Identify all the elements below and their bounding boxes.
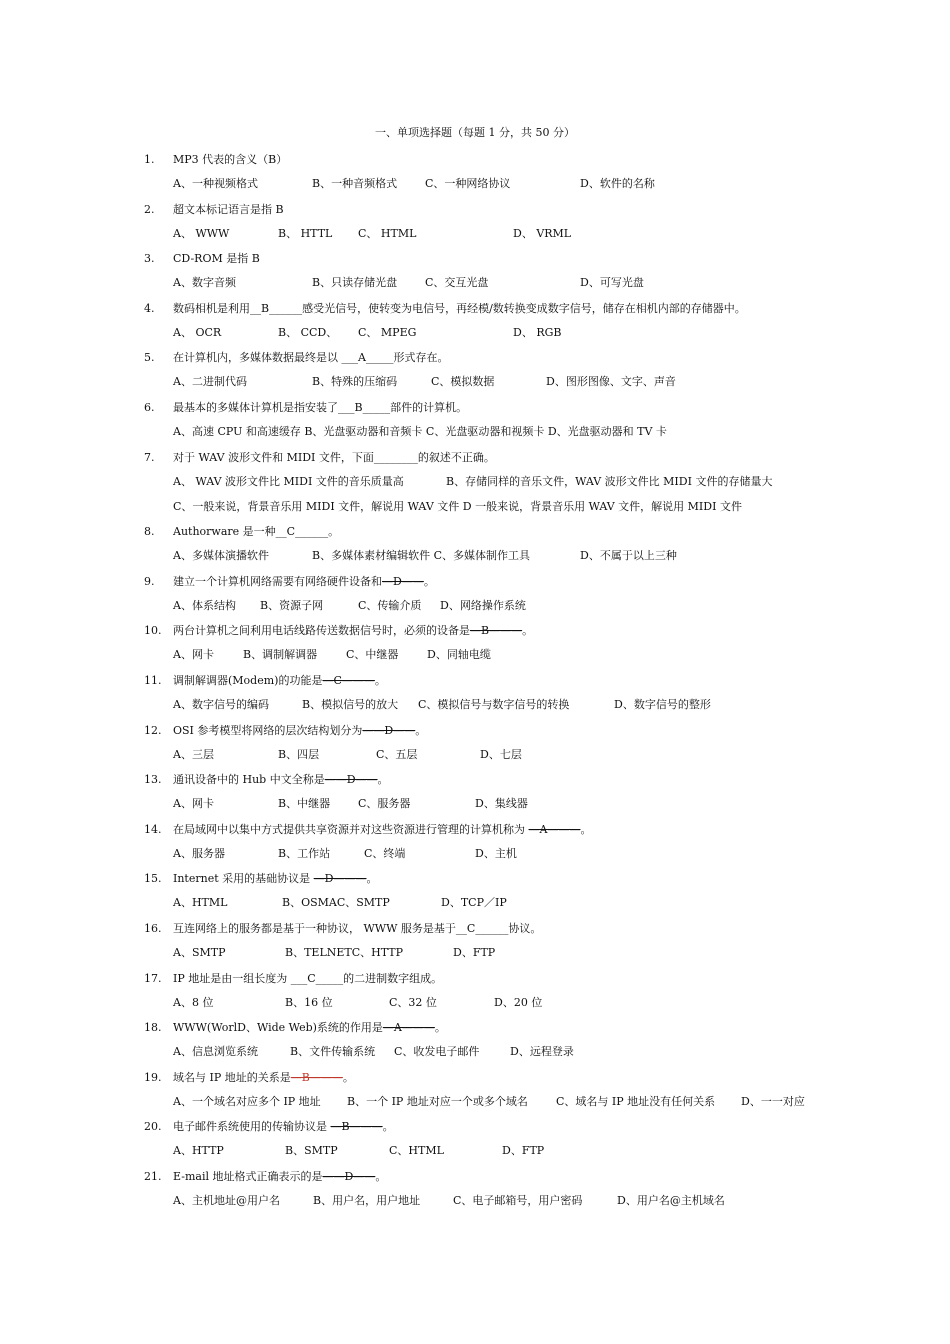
options-row bbox=[0, 1090, 950, 1115]
question-text bbox=[173, 445, 495, 470]
question-line bbox=[0, 345, 950, 370]
question-number: 1. bbox=[144, 153, 155, 166]
question-stem: 互连网络上的服务都是基于一种协议， WWW 服务是基于__C______协议。 bbox=[173, 921, 542, 935]
options-row bbox=[0, 222, 950, 247]
question-line bbox=[0, 494, 950, 519]
option-text: C、服务器 bbox=[358, 797, 411, 811]
option-text: C、模拟信号与数字信号的转换 bbox=[418, 697, 570, 711]
option-text: A、 WAV 波形文件比 MIDI 文件的音乐质量高 bbox=[173, 474, 404, 488]
question-line bbox=[0, 718, 950, 743]
option-text: B、存储同样的音乐文件，WAV 波形文件比 MIDI 文件的存储量大 bbox=[446, 474, 773, 488]
options-row bbox=[0, 643, 950, 668]
question-stem: Internet 采用的基础协议是 bbox=[173, 872, 314, 886]
question bbox=[0, 345, 950, 395]
question-text bbox=[173, 916, 541, 941]
option-text: A、一种视频格式 bbox=[173, 177, 258, 190]
question-number: 21. bbox=[144, 1169, 162, 1183]
question-number: 15. bbox=[144, 872, 162, 886]
option-text: A、多媒体演播软件 bbox=[173, 549, 269, 563]
option-text: B、 HTTL bbox=[278, 226, 333, 240]
answer-mark: —D——— bbox=[313, 872, 367, 886]
option-text: C、传输介质 bbox=[358, 598, 422, 612]
option-text: D、可写光盘 bbox=[580, 276, 644, 290]
option-text: A、SMTP bbox=[173, 945, 226, 959]
question-stem: 在计算机内，多媒体数据最终是以 ___A_____形式存在。 bbox=[173, 351, 449, 365]
option-text: B、文件传输系统 bbox=[290, 1045, 376, 1059]
question-text bbox=[173, 866, 377, 891]
option-text: C、五层 bbox=[376, 747, 418, 761]
option-text: B、一个 IP 地址对应一个或多个域名 bbox=[347, 1094, 528, 1108]
question-text bbox=[173, 197, 284, 222]
options-row bbox=[0, 544, 950, 569]
question-line bbox=[0, 817, 950, 842]
options-row bbox=[0, 1139, 950, 1164]
question-text bbox=[173, 296, 746, 321]
option-text: B、多媒体素材编辑软件 C、多媒体制作工具 bbox=[312, 549, 530, 563]
option-text: A、网卡 bbox=[173, 648, 214, 662]
question-line bbox=[0, 866, 950, 891]
question-text bbox=[173, 494, 742, 519]
option-text: C、终端 bbox=[364, 846, 406, 860]
question-stem: 两台计算机之间利用电话线路传送数据信号时，必须的设备是 bbox=[173, 624, 470, 638]
question-text bbox=[173, 395, 467, 420]
option-text: D、主机 bbox=[475, 846, 517, 860]
option-text: C、收发电子邮件 bbox=[394, 1045, 480, 1059]
option-text: D、 VRML bbox=[513, 226, 572, 240]
question-text bbox=[173, 147, 287, 172]
answer-mark: ——D—— bbox=[362, 723, 416, 737]
question-line bbox=[0, 1114, 950, 1139]
option-text: B、16 位 bbox=[285, 995, 333, 1009]
question-text bbox=[173, 817, 591, 842]
question-line bbox=[0, 197, 950, 222]
question-number: 7. bbox=[144, 450, 155, 464]
option-text: B、TELNETC、HTTP bbox=[285, 945, 404, 959]
question-tail: 。 bbox=[434, 1021, 446, 1035]
question bbox=[0, 296, 950, 346]
question-text bbox=[173, 1065, 354, 1090]
answer-mark: —B——— bbox=[290, 1070, 343, 1084]
options-row bbox=[0, 321, 950, 346]
question-number: 11. bbox=[144, 673, 162, 687]
option-text: B、模拟信号的放大 bbox=[302, 697, 399, 711]
option-text: A、二进制代码 bbox=[173, 375, 247, 389]
question bbox=[0, 569, 950, 619]
option-text: B、特殊的压缩码 bbox=[312, 375, 398, 389]
question bbox=[0, 246, 950, 296]
question-number: 16. bbox=[144, 921, 162, 935]
option-text: D、FTP bbox=[502, 1144, 545, 1158]
question-text bbox=[173, 1015, 446, 1040]
option-text: B、资源子网 bbox=[260, 598, 324, 612]
option-text: D、网络操作系统 bbox=[440, 598, 526, 612]
option-text: B、只读存储光盘 bbox=[312, 276, 398, 290]
question-number: 6. bbox=[144, 400, 155, 414]
question-stem: CD-ROM 是指 B bbox=[173, 252, 260, 266]
option-text: D、 RGB bbox=[513, 325, 562, 339]
option-text: D、一一对应 bbox=[741, 1094, 805, 1108]
question-line bbox=[0, 916, 950, 941]
option-text: A、信息浏览系统 bbox=[173, 1045, 258, 1059]
question bbox=[0, 494, 950, 519]
option-text: D、七层 bbox=[480, 747, 522, 761]
question-text bbox=[173, 618, 533, 643]
option-text: C、一种网络协议 bbox=[425, 177, 511, 190]
question-text bbox=[173, 718, 426, 743]
question-text bbox=[173, 767, 389, 792]
option-text: A、8 位 bbox=[173, 995, 214, 1009]
question-text bbox=[173, 668, 386, 693]
option-text: A、一个域名对应多个 IP 地址 bbox=[173, 1094, 321, 1108]
options-row bbox=[0, 991, 950, 1016]
question-line bbox=[0, 767, 950, 792]
question-text bbox=[173, 1114, 394, 1139]
question-tail: 。 bbox=[342, 1070, 354, 1084]
option-text: B、 CCD、 bbox=[278, 325, 338, 339]
option-text: B、SMTP bbox=[285, 1144, 338, 1158]
options-row bbox=[0, 370, 950, 395]
option-text: A、网卡 bbox=[173, 797, 214, 811]
question bbox=[0, 395, 950, 445]
question-number: 20. bbox=[144, 1120, 162, 1134]
question bbox=[0, 718, 950, 768]
question-stem: 对于 WAV 波形文件和 MIDI 文件，下面________的叙述不正确。 bbox=[173, 450, 495, 464]
question-number: 10. bbox=[144, 624, 162, 638]
option-text: D、远程登录 bbox=[510, 1045, 574, 1059]
option-text: D、FTP bbox=[453, 945, 496, 959]
answer-mark: ——D—— bbox=[324, 773, 378, 787]
question-line bbox=[0, 668, 950, 693]
answer-mark: —B——— bbox=[330, 1120, 383, 1134]
question-stem: MP3 代表的含义（B） bbox=[173, 153, 288, 166]
options-row bbox=[0, 842, 950, 867]
question bbox=[0, 197, 950, 247]
option-text: D、20 位 bbox=[494, 995, 543, 1009]
option-text: D、TCP／IP bbox=[441, 896, 507, 910]
option-text: C、HTML bbox=[389, 1144, 444, 1158]
option-text: A、数字音频 bbox=[173, 276, 236, 290]
option-text: A、体系结构 bbox=[173, 598, 236, 612]
question bbox=[0, 1015, 950, 1065]
question-text bbox=[173, 345, 448, 370]
question-tail: 。 bbox=[522, 624, 534, 638]
question bbox=[0, 817, 950, 867]
page-title: 一、单项选择题（每题 1 分，共 50 分） bbox=[375, 126, 575, 139]
question-stem: Authorware 是一种__C______。 bbox=[173, 525, 340, 539]
question bbox=[0, 1114, 950, 1164]
question-number: 13. bbox=[144, 773, 162, 787]
question-stem: WWW(WorlD、Wide Web)系统的作用是 bbox=[173, 1021, 383, 1035]
answer-mark: —B——— bbox=[470, 624, 523, 638]
option-text: A、三层 bbox=[173, 747, 214, 761]
options-row bbox=[0, 271, 950, 296]
question bbox=[0, 147, 950, 197]
question-stem: 在局域网中以集中方式提供共享资源并对这些资源进行管理的计算机称为 bbox=[173, 822, 529, 836]
question-line bbox=[0, 1065, 950, 1090]
question-stem: 最基本的多媒体计算机是指安装了___B_____部件的计算机。 bbox=[173, 400, 468, 414]
option-text: C、电子邮箱号，用户密码 bbox=[453, 1193, 583, 1207]
question bbox=[0, 519, 950, 569]
question bbox=[0, 966, 950, 1016]
question-number: 18. bbox=[144, 1021, 162, 1035]
question-tail: 。 bbox=[374, 673, 386, 687]
question-line bbox=[0, 519, 950, 544]
question-stem: 域名与 IP 地址的关系是 bbox=[173, 1070, 291, 1084]
option-text: D、不属于以上三种 bbox=[580, 549, 677, 563]
question-tail: 。 bbox=[415, 723, 427, 737]
options-row bbox=[0, 1040, 950, 1065]
option-text: C、域名与 IP 地址没有任何关系 bbox=[556, 1094, 716, 1108]
question bbox=[0, 445, 950, 495]
question-line bbox=[0, 395, 950, 420]
question-number: 12. bbox=[144, 723, 162, 737]
question bbox=[0, 866, 950, 916]
question-line bbox=[0, 569, 950, 594]
question-stem: 通讯设备中的 Hub 中文全称是 bbox=[173, 773, 325, 787]
options-row bbox=[0, 743, 950, 768]
question-stem: 数码相机是利用__B______感受光信号，使转变为电信号，再经模/数转换变成数字信号，储存在相机内部的存储器中。 bbox=[173, 301, 746, 315]
answer-mark: —D—— bbox=[382, 574, 424, 588]
question-stem: 调制解调器(Modem)的功能是 bbox=[173, 673, 323, 687]
question-stem: C、一般来说，背景音乐用 MIDI 文件，解说用 WAV 文件 D 一般来说，背景音乐用 WAV 文件，解说用 MIDI 文件 bbox=[173, 500, 742, 514]
option-text: B、一种音频格式 bbox=[312, 177, 398, 190]
option-text: C、交互光盘 bbox=[425, 276, 489, 290]
option-text: B、中继器 bbox=[278, 797, 331, 811]
question-list bbox=[0, 147, 950, 1213]
question-stem: E-mail 地址格式正确表示的是 bbox=[173, 1169, 323, 1183]
question-number: 17. bbox=[144, 971, 162, 985]
question-tail: 。 bbox=[377, 773, 389, 787]
answer-mark: ——D—— bbox=[322, 1169, 376, 1183]
option-text: B、工作站 bbox=[278, 846, 331, 860]
question-stem: 建立一个计算机网络需要有网络硬件设备和 bbox=[173, 574, 382, 588]
option-text: A、主机地址@用户名 bbox=[173, 1193, 280, 1207]
question-line bbox=[0, 1015, 950, 1040]
options-row bbox=[0, 420, 950, 445]
question-tail: 。 bbox=[423, 574, 435, 588]
question bbox=[0, 1164, 950, 1214]
options-row bbox=[0, 941, 950, 966]
options-row bbox=[0, 172, 950, 197]
options-row bbox=[0, 1189, 950, 1214]
question-number: 19. bbox=[144, 1070, 162, 1084]
question-number: 8. bbox=[144, 525, 155, 539]
option-text: D、集线器 bbox=[475, 797, 528, 811]
option-text: A、高速 CPU 和高速缓存 B、光盘驱动器和音频卡 C、光盘驱动器和视频卡 D、光盘驱动器和 TV 卡 bbox=[173, 424, 667, 438]
option-text: C、 MPEG bbox=[358, 325, 417, 339]
question-stem: OSI 参考模型将网络的层次结构划分为 bbox=[173, 723, 363, 737]
question bbox=[0, 916, 950, 966]
question-text bbox=[173, 1164, 386, 1189]
question-text bbox=[173, 246, 260, 271]
question-number: 5. bbox=[144, 351, 155, 365]
option-text: D、软件的名称 bbox=[580, 177, 655, 190]
option-text: C、 HTML bbox=[358, 226, 417, 240]
options-row bbox=[0, 693, 950, 718]
question-text bbox=[173, 569, 435, 594]
question-text bbox=[173, 519, 339, 544]
question bbox=[0, 767, 950, 817]
question-stem: 电子邮件系统使用的传输协议是 bbox=[173, 1120, 331, 1134]
option-text: D、用户名@主机域名 bbox=[617, 1193, 725, 1207]
question bbox=[0, 1065, 950, 1115]
option-text: B、四层 bbox=[278, 747, 320, 761]
option-text: A、服务器 bbox=[173, 846, 225, 860]
question-tail: 。 bbox=[580, 822, 592, 836]
question-tail: 。 bbox=[375, 1169, 387, 1183]
question-line bbox=[0, 1164, 950, 1189]
option-text: A、HTML bbox=[173, 896, 228, 910]
question-line bbox=[0, 296, 950, 321]
question-line bbox=[0, 618, 950, 643]
option-text: D、数字信号的整形 bbox=[614, 697, 711, 711]
question bbox=[0, 668, 950, 718]
options-row bbox=[0, 594, 950, 619]
answer-mark: —A——— bbox=[382, 1021, 435, 1035]
question-line bbox=[0, 147, 950, 172]
question-number: 3. bbox=[144, 252, 155, 266]
question bbox=[0, 618, 950, 668]
question-number: 9. bbox=[144, 574, 155, 588]
question-tail: 。 bbox=[382, 1120, 394, 1134]
option-text: D、图形图像、文字、声音 bbox=[546, 375, 676, 389]
option-text: B、调制解调器 bbox=[243, 648, 318, 662]
answer-mark: —A——— bbox=[528, 822, 581, 836]
option-text: C、中继器 bbox=[346, 648, 399, 662]
option-text: A、HTTP bbox=[173, 1144, 224, 1158]
question-line bbox=[0, 966, 950, 991]
options-row bbox=[0, 470, 950, 495]
option-text: A、数字信号的编码 bbox=[173, 697, 269, 711]
option-text: A、 WWW bbox=[173, 226, 230, 240]
options-row bbox=[0, 792, 950, 817]
question-tail: 。 bbox=[366, 872, 378, 886]
option-text: C、模拟数据 bbox=[431, 375, 495, 389]
option-text: C、32 位 bbox=[389, 995, 437, 1009]
question-stem: IP 地址是由一组长度为 ___C_____的二进制数字组成。 bbox=[173, 971, 443, 985]
question-text bbox=[173, 966, 442, 991]
question-stem: 超文本标记语言是指 B bbox=[173, 202, 284, 216]
option-text: B、用户名，用户地址 bbox=[313, 1193, 421, 1207]
option-text: B、OSMAC、SMTP bbox=[282, 896, 390, 910]
question-number: 14. bbox=[144, 822, 162, 836]
options-row bbox=[0, 891, 950, 916]
question-number: 2. bbox=[144, 202, 155, 216]
answer-mark: —C——— bbox=[322, 673, 375, 687]
option-text: A、 OCR bbox=[173, 325, 222, 339]
question-line bbox=[0, 445, 950, 470]
question-line bbox=[0, 246, 950, 271]
question-number: 4. bbox=[144, 301, 155, 315]
option-text: D、同轴电缆 bbox=[427, 648, 491, 662]
